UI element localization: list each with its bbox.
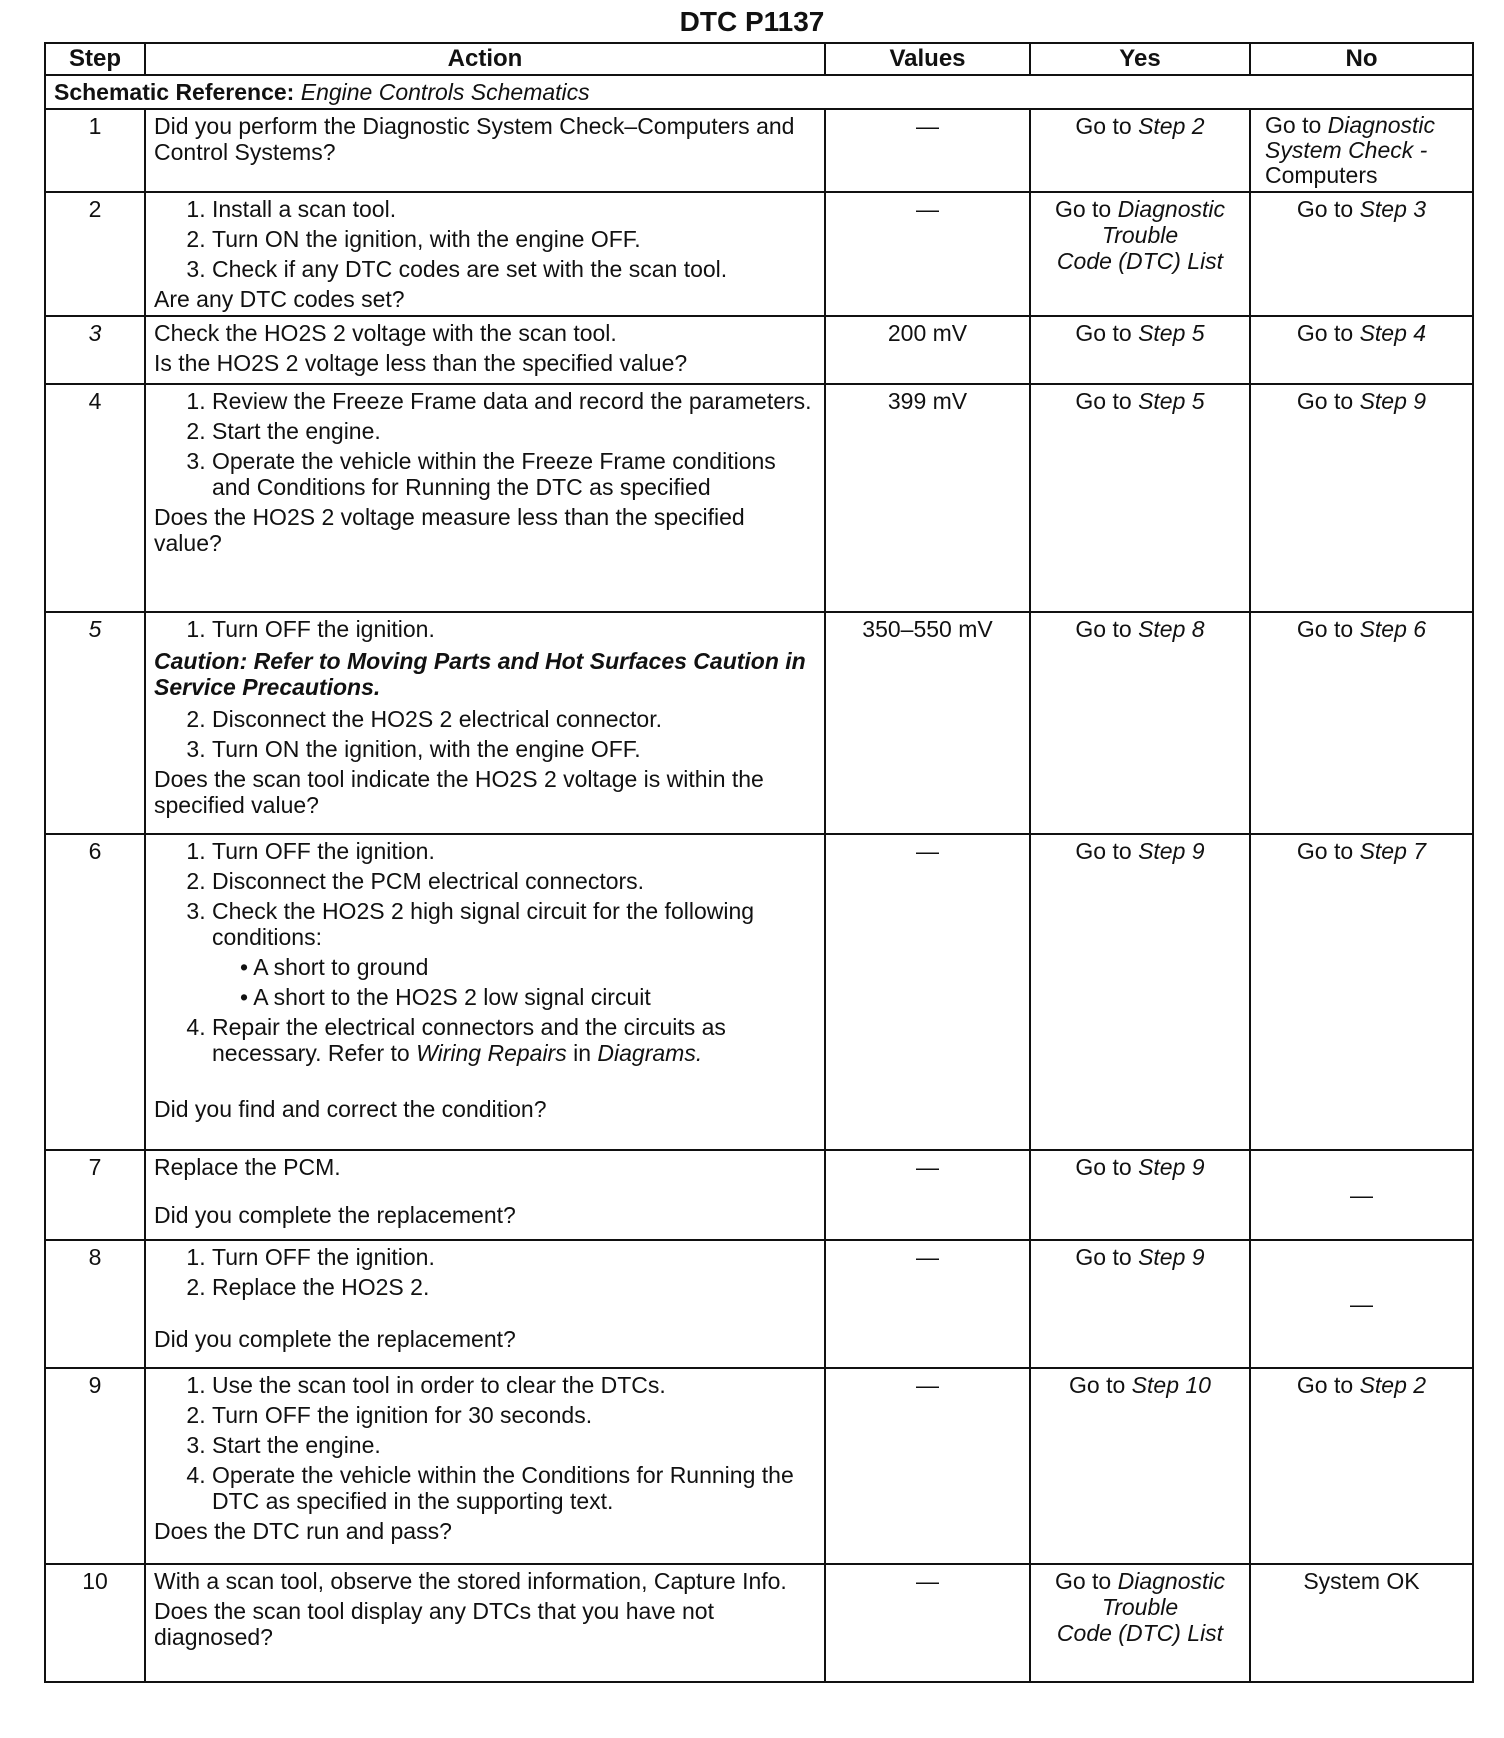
table-row bbox=[45, 834, 1473, 1150]
go-to-label: Go to bbox=[1296, 838, 1354, 864]
table-row bbox=[45, 384, 1473, 612]
values-cell: 200 mV bbox=[825, 316, 1030, 384]
document-title: DTC P1137 bbox=[679, 6, 825, 37]
wiring-repairs-link: Wiring Repairs bbox=[416, 1040, 567, 1066]
action-list bbox=[154, 388, 816, 500]
values-cell: 399 mV bbox=[825, 384, 1030, 612]
schematic-value: Engine Controls Schematics bbox=[300, 79, 590, 105]
yes-cell bbox=[1030, 1240, 1250, 1368]
schematic-reference bbox=[45, 75, 1473, 109]
action-item: 2. Start the engine. bbox=[212, 418, 816, 444]
go-to-label: Go to bbox=[1054, 1568, 1112, 1594]
diagrams-link: Diagrams. bbox=[597, 1040, 703, 1066]
no-link-line3: Computers bbox=[1265, 162, 1378, 188]
no-step-link: Step 2 bbox=[1359, 1372, 1427, 1398]
action-question: Are any DTC codes set? bbox=[154, 286, 405, 312]
step-number: 1 bbox=[45, 109, 145, 192]
action-item: 1. Turn OFF the ignition. bbox=[212, 616, 816, 642]
yes-cell bbox=[1030, 1368, 1250, 1564]
no-cell bbox=[1250, 109, 1473, 192]
go-to-label: Go to bbox=[1296, 196, 1354, 222]
step-number: 10 bbox=[45, 1564, 145, 1682]
go-to-label: Go to bbox=[1075, 113, 1132, 139]
go-to-label: Go to bbox=[1075, 1154, 1132, 1180]
action-cell bbox=[145, 1150, 825, 1240]
go-to-label: Go to bbox=[1296, 1372, 1354, 1398]
step-number: 5 bbox=[45, 612, 145, 834]
action-list bbox=[154, 1244, 816, 1300]
table-header-row bbox=[45, 43, 1473, 75]
step-number: 2 bbox=[45, 192, 145, 316]
no-cell bbox=[1250, 834, 1473, 1150]
no-cell bbox=[1250, 384, 1473, 612]
action-item: 4. Operate the vehicle within the Conditions for Running the DTC as specified in the supporting text. bbox=[212, 1462, 816, 1514]
go-to-label: Go to bbox=[1054, 196, 1112, 222]
action-question: Did you complete the replacement? bbox=[154, 1202, 516, 1228]
condition-list bbox=[212, 954, 816, 1010]
action-cell bbox=[145, 1564, 825, 1682]
no-cell bbox=[1250, 612, 1473, 834]
yes-step-link: Step 8 bbox=[1138, 616, 1205, 642]
go-to-label: Go to bbox=[1075, 616, 1132, 642]
yes-step-link: Step 9 bbox=[1138, 1244, 1205, 1270]
action-cell bbox=[145, 834, 825, 1150]
action-text: With a scan tool, observe the stored information, Capture Info. bbox=[154, 1568, 787, 1594]
table-row bbox=[45, 1150, 1473, 1240]
action-question: Does the scan tool indicate the HO2S 2 voltage is within the specified value? bbox=[154, 766, 764, 818]
go-to-label: Go to bbox=[1265, 112, 1322, 138]
action-cell bbox=[145, 612, 825, 834]
caution-note: Caution: Refer to Moving Parts and Hot Surfaces Caution in Service Precautions. bbox=[154, 648, 806, 700]
action-item: 2. Turn ON the ignition, with the engine OFF. bbox=[212, 226, 816, 252]
action-list bbox=[154, 196, 816, 282]
go-to-label: Go to bbox=[1075, 1244, 1132, 1270]
step-number: 3 bbox=[45, 316, 145, 384]
table-row bbox=[45, 192, 1473, 316]
yes-step-link: Step 5 bbox=[1138, 320, 1205, 346]
action-item: 1. Turn OFF the ignition. bbox=[212, 838, 816, 864]
action-question: Is the HO2S 2 voltage less than the specified value? bbox=[154, 350, 688, 376]
yes-cell bbox=[1030, 384, 1250, 612]
yes-cell bbox=[1030, 109, 1250, 192]
yes-step-link: Step 9 bbox=[1138, 1154, 1205, 1180]
action-item: 2. Disconnect the PCM electrical connectors. bbox=[212, 868, 816, 894]
yes-cell bbox=[1030, 834, 1250, 1150]
values-cell: — bbox=[825, 192, 1030, 316]
action-list bbox=[154, 1372, 816, 1514]
yes-step-link: Step 2 bbox=[1138, 113, 1205, 139]
step-number: 6 bbox=[45, 834, 145, 1150]
action-cell bbox=[145, 1368, 825, 1564]
no-step-link: Step 4 bbox=[1359, 320, 1427, 346]
header-yes: Yes bbox=[1030, 43, 1250, 75]
no-step-link: Step 7 bbox=[1359, 838, 1427, 864]
action-item: 3. Operate the vehicle within the Freeze Frame conditions and Conditions for Running the DTC as specified bbox=[212, 448, 816, 500]
table-row bbox=[45, 612, 1473, 834]
action-cell bbox=[145, 384, 825, 612]
values-cell: — bbox=[825, 1368, 1030, 1564]
no-link-line1: Diagnostic bbox=[1327, 112, 1436, 138]
yes-step-link: Step 9 bbox=[1138, 838, 1205, 864]
action-item bbox=[212, 1014, 816, 1066]
action-cell bbox=[145, 109, 825, 192]
action-text: Replace the PCM. bbox=[154, 1154, 341, 1180]
action-item: 3. Check if any DTC codes are set with the scan tool. bbox=[212, 256, 816, 282]
header-values: Values bbox=[825, 43, 1030, 75]
action-item: 2. Disconnect the HO2S 2 electrical connector. bbox=[212, 706, 816, 732]
go-to-label: Go to bbox=[1069, 1372, 1126, 1398]
values-cell: — bbox=[825, 834, 1030, 1150]
action-question: Did you find and correct the condition? bbox=[154, 1096, 547, 1122]
action-cell bbox=[145, 316, 825, 384]
header-no: No bbox=[1250, 43, 1473, 75]
condition-item: • A short to ground bbox=[240, 954, 816, 980]
table-row bbox=[45, 1240, 1473, 1368]
condition-item: • A short to the HO2S 2 low signal circuit bbox=[240, 984, 816, 1010]
go-to-label: Go to bbox=[1075, 838, 1132, 864]
no-cell: — bbox=[1250, 1240, 1473, 1368]
action-cell bbox=[145, 192, 825, 316]
yes-link-line1: Diagnostic bbox=[1117, 1568, 1226, 1594]
header-action: Action bbox=[145, 43, 825, 75]
action-item: 3. Start the engine. bbox=[212, 1432, 816, 1458]
yes-cell bbox=[1030, 1564, 1250, 1682]
action-item bbox=[212, 898, 816, 1010]
action-item-text: Repair the electrical connectors and the circuits as necessary. Refer to bbox=[212, 1014, 726, 1066]
action-item: 1. Use the scan tool in order to clear the DTCs. bbox=[212, 1372, 816, 1398]
action-cell bbox=[145, 1240, 825, 1368]
action-list bbox=[154, 616, 816, 642]
yes-link-line3: Code (DTC) List bbox=[1056, 248, 1224, 274]
yes-cell bbox=[1030, 192, 1250, 316]
action-item: 1. Review the Freeze Frame data and record the parameters. bbox=[212, 388, 816, 414]
action-question: Does the HO2S 2 voltage measure less than the specified value? bbox=[154, 504, 745, 556]
no-cell bbox=[1250, 192, 1473, 316]
action-text: Check the HO2S 2 voltage with the scan tool. bbox=[154, 320, 617, 346]
yes-cell bbox=[1030, 1150, 1250, 1240]
step-number: 7 bbox=[45, 1150, 145, 1240]
go-to-label: Go to bbox=[1296, 388, 1354, 414]
go-to-label: Go to bbox=[1075, 388, 1132, 414]
action-item: 1. Turn OFF the ignition. bbox=[212, 1244, 816, 1270]
values-cell: — bbox=[825, 109, 1030, 192]
no-step-link: Step 9 bbox=[1359, 388, 1427, 414]
no-cell bbox=[1250, 316, 1473, 384]
no-cell bbox=[1250, 1368, 1473, 1564]
table-row bbox=[45, 1564, 1473, 1682]
values-cell: — bbox=[825, 1150, 1030, 1240]
action-list bbox=[154, 706, 816, 762]
step-number: 8 bbox=[45, 1240, 145, 1368]
values-cell: — bbox=[825, 1240, 1030, 1368]
table-row bbox=[45, 1368, 1473, 1564]
yes-cell bbox=[1030, 316, 1250, 384]
action-item-text: Check the HO2S 2 high signal circuit for the following conditions: bbox=[212, 898, 755, 950]
values-cell: 350–550 mV bbox=[825, 612, 1030, 834]
values-cell: — bbox=[825, 1564, 1030, 1682]
no-link-line2: System Check - bbox=[1265, 137, 1428, 163]
schematic-label: Schematic Reference: bbox=[54, 79, 295, 105]
step-number: 4 bbox=[45, 384, 145, 612]
go-to-label: Go to bbox=[1075, 320, 1132, 346]
step-number: 9 bbox=[45, 1368, 145, 1564]
yes-link-line1: Diagnostic bbox=[1117, 196, 1226, 222]
no-step-link: Step 3 bbox=[1359, 196, 1427, 222]
schematic-reference-row bbox=[45, 75, 1473, 109]
go-to-label: Go to bbox=[1296, 320, 1354, 346]
no-cell: System OK bbox=[1250, 1564, 1473, 1682]
action-item: 2. Turn OFF the ignition for 30 seconds. bbox=[212, 1402, 816, 1428]
go-to-label: Go to bbox=[1296, 616, 1354, 642]
action-item-text: in bbox=[573, 1040, 592, 1066]
yes-link-line2: Trouble bbox=[1101, 222, 1179, 248]
table-row bbox=[45, 109, 1473, 192]
action-item: 3. Turn ON the ignition, with the engine OFF. bbox=[212, 736, 816, 762]
action-text: Did you perform the Diagnostic System Check–Computers and Control Systems? bbox=[154, 113, 795, 165]
yes-link-line3: Code (DTC) List bbox=[1056, 1620, 1224, 1646]
table-row bbox=[45, 316, 1473, 384]
no-step-link: Step 6 bbox=[1359, 616, 1427, 642]
action-item: 2. Replace the HO2S 2. bbox=[212, 1274, 816, 1300]
yes-cell bbox=[1030, 612, 1250, 834]
action-list bbox=[154, 838, 816, 1066]
yes-step-link: Step 5 bbox=[1138, 388, 1205, 414]
action-item: 1. Install a scan tool. bbox=[212, 196, 816, 222]
action-question: Does the DTC run and pass? bbox=[154, 1518, 452, 1544]
action-question: Does the scan tool display any DTCs that you have not diagnosed? bbox=[154, 1598, 714, 1650]
yes-step-link: Step 10 bbox=[1131, 1372, 1211, 1398]
diagnostic-table bbox=[44, 42, 1474, 1683]
yes-link-line2: Trouble bbox=[1101, 1594, 1179, 1620]
header-step: Step bbox=[45, 43, 145, 75]
no-cell: — bbox=[1250, 1150, 1473, 1240]
action-question: Did you complete the replacement? bbox=[154, 1326, 516, 1352]
